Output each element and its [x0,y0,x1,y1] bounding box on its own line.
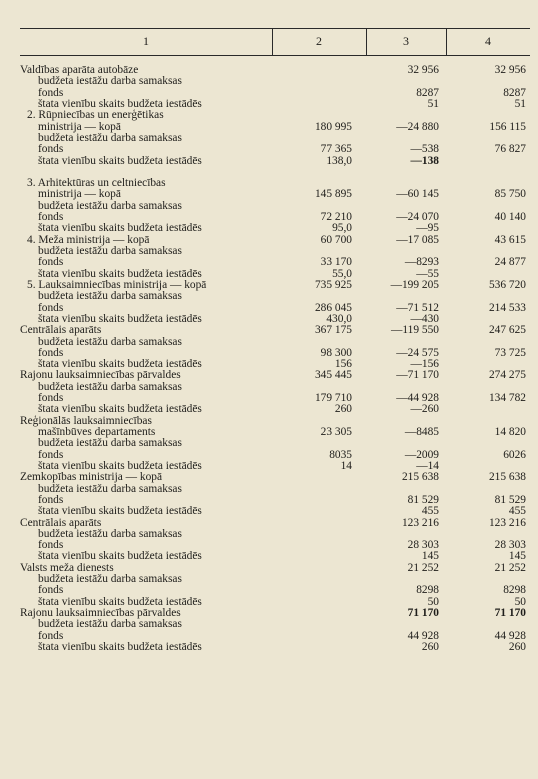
col-4-value: 43 615 [494,233,526,246]
table-row [0,619,538,630]
col-2-value: 345 445 [314,369,352,382]
row-label: budžeta iestāžu darba samaksas [38,482,182,495]
col-3-value: 8287 [416,86,439,99]
col-3-value: —55 [416,267,439,280]
col-3-value: —95 [416,222,439,235]
row-label: štata vienību skaits budžeta iestādēs [38,222,202,235]
table-row [0,337,538,348]
col-3-value: —14 [416,459,439,472]
row-label: štata vienību skaits budžeta iestādēs [38,595,202,608]
col-4-value: 24 877 [494,256,526,269]
col-3-value: —2009 [404,448,439,461]
row-label: fonds [38,86,64,99]
col-4-value: 85 750 [494,188,526,201]
col-3-value: 260 [421,640,439,653]
row-label: štata vienību skaits budžeta iestādēs [38,312,202,325]
table-row [0,472,538,483]
table-body [0,65,538,653]
table-row [0,223,538,234]
col-3-value: —538 [410,143,439,156]
col-3-value: —24 070 [396,211,439,224]
table-row [0,144,538,155]
col-2-value: 14 [340,459,352,472]
row-label: budžeta iestāžu darba samaksas [38,290,182,303]
row-label: 2. Rūpniecības un enerģētikas [27,109,164,122]
col-4-value: 8287 [503,86,526,99]
row-label: budžeta iestāžu darba samaksas [38,437,182,450]
col-2-value: 286 045 [314,301,352,314]
col-4-value: 123 216 [488,516,526,529]
row-label: budžeta iestāžu darba samaksas [38,335,182,348]
col-4-value: 40 140 [494,211,526,224]
col-4-value: 274 275 [488,369,526,382]
header-col-2: 2 [316,34,322,48]
col-3-value: 145 [421,550,439,563]
col-3-value: 81 529 [407,493,439,506]
col-4-value: 73 725 [494,346,526,359]
col-3-value: —156 [410,358,439,371]
table-row [0,110,538,121]
col-3-value: —138 [410,154,439,167]
row-label: štata vienību skaits budžeta iestādēs [38,154,202,167]
col-4-value: 247 625 [488,324,526,337]
header-divider [446,28,447,55]
table-row [0,585,538,596]
col-3-value: —71 170 [396,369,439,382]
table-row [0,257,538,268]
row-label: fonds [38,448,64,461]
col-4-value: 44 928 [494,629,526,642]
col-2-value: 8035 [329,448,352,461]
col-2-value: 72 210 [320,211,352,224]
col-4-value: 76 827 [494,143,526,156]
col-4-value: 71 170 [494,607,526,619]
col-3-value: —260 [410,403,439,416]
col-3-value: 28 303 [407,539,439,552]
col-2-value: 23 305 [320,426,352,438]
col-3-value: —71 512 [396,301,439,314]
row-label: Valsts meža dienests [20,561,114,574]
col-2-value: 55,0 [332,267,352,280]
row-label: ministrija — kopā [38,188,121,201]
col-2-value: 95,0 [332,222,352,235]
row-label: budžeta iestāžu darba samaksas [38,245,182,257]
row-label: štata vienību skaits budžeta iestādēs [38,403,202,416]
row-label: budžeta iestāžu darba samaksas [38,527,182,540]
table-row [0,642,538,653]
row-label: štata vienību skaits budžeta iestādēs [38,358,202,371]
header-col-1: 1 [143,34,149,48]
table-row [0,404,538,415]
col-2-value: 145 895 [314,188,352,201]
row-label: fonds [38,211,64,224]
header-divider [272,28,273,55]
col-3-value: —44 928 [396,392,439,405]
row-label: Zemkopības ministrija — kopā [20,471,163,484]
row-label: fonds [38,629,64,642]
col-2-value: 367 175 [314,324,352,337]
col-2-value: 735 925 [314,278,352,291]
col-2-value: 33 170 [320,256,352,269]
col-3-value: —8485 [404,426,439,438]
row-label: fonds [38,346,64,359]
col-3-value: 71 170 [407,607,439,619]
col-3-value: 50 [427,595,439,608]
col-3-value: —24 575 [396,346,439,359]
header-col-3: 3 [403,34,409,48]
row-label: fonds [38,256,64,269]
col-2-value: 138,0 [326,154,352,167]
table-row [0,574,538,585]
table-row [0,291,538,302]
col-3-value: 215 638 [401,471,439,484]
row-label: mašīnbūves departaments [38,426,156,438]
col-2-value: 60 700 [320,233,352,246]
col-3-value: —8293 [404,256,439,269]
col-2-value: 180 995 [314,120,352,133]
col-3-value: —60 145 [396,188,439,201]
row-label: štata vienību skaits budžeta iestādēs [38,267,202,280]
table-row [0,133,538,144]
row-label: fonds [38,301,64,314]
row-label: Valdības aparāta autobāze [20,64,139,76]
row-label: štata vienību skaits budžeta iestādēs [38,640,202,653]
table-row [0,438,538,449]
header-col-4: 4 [485,34,491,48]
col-3-value: —430 [410,312,439,325]
row-label: Centrālais aparāts [20,324,102,337]
col-3-value: —17 085 [396,233,439,246]
col-3-value: 51 [427,97,439,110]
row-label: Rajonu lauksaimniecības pārvaldes [20,607,181,619]
row-label: Centrālais aparāts [20,516,102,529]
row-label: 4. Meža ministrija — kopā [27,233,150,246]
col-4-value: 156 115 [489,120,526,133]
col-3-value: 455 [421,505,439,518]
col-4-value: 215 638 [488,471,526,484]
col-4-value: 28 303 [494,539,526,552]
row-label: fonds [38,392,64,405]
row-label: štata vienību skaits budžeta iestādēs [38,550,202,563]
col-2-value: 156 [334,358,352,371]
row-label: 3. Arhitektūras un celtniecības [27,177,166,190]
col-3-value: —199 205 [390,278,439,291]
col-2-value: 430,0 [326,312,352,325]
row-label: budžeta iestāžu darba samaksas [38,131,182,144]
col-3-value: 44 928 [407,629,439,642]
col-4-value: 145 [508,550,526,563]
row-label: budžeta iestāžu darba samaksas [38,75,182,88]
table-row [0,382,538,393]
col-4-value: 32 956 [494,64,526,76]
header-divider [366,28,367,55]
table-row [0,325,538,336]
row-label: budžeta iestāžu darba samaksas [38,199,182,212]
col-3-value: —119 550 [391,324,439,337]
col-3-value: 21 252 [407,561,439,574]
table-header [20,28,530,56]
row-label: budžeta iestāžu darba samaksas [38,618,182,631]
col-2-value: 260 [334,403,352,416]
col-2-value: 77 365 [320,143,352,156]
col-3-value: 123 216 [401,516,439,529]
col-4-value: 214 533 [488,301,526,314]
row-label: fonds [38,539,64,552]
row-label: štata vienību skaits budžeta iestādēs [38,459,202,472]
row-label: Reģionālās lauksaimniecības [20,414,152,427]
table-row [0,76,538,87]
col-3-value: 32 956 [407,64,439,76]
col-4-value: 51 [514,97,526,110]
col-2-value: 98 300 [320,346,352,359]
col-4-value: 14 820 [494,426,526,438]
row-label: Rajonu lauksaimniecības pārvaldes [20,369,181,382]
table-row [0,201,538,212]
col-4-value: 50 [514,595,526,608]
table-row [0,156,538,167]
table-row [0,529,538,540]
col-3-value: —24 880 [396,120,439,133]
row-label: fonds [38,143,64,156]
row-label: fonds [38,493,64,506]
row-label: 5. Lauksaimniecības ministrija — kopā [27,278,207,291]
col-4-value: 134 782 [488,392,526,405]
row-label: ministrija — kopā [38,120,121,133]
col-4-value: 455 [508,505,526,518]
table-row [0,484,538,495]
col-4-value: 21 252 [494,561,526,574]
col-4-value: 260 [508,640,526,653]
table-row [0,506,538,517]
col-4-value: 6026 [503,448,526,461]
row-label: budžeta iestāžu darba samaksas [38,573,182,586]
col-4-value: 81 529 [494,493,526,506]
row-label: fonds [38,584,64,597]
col-4-value: 8298 [503,584,526,597]
row-label: štata vienību skaits budžeta iestādēs [38,505,202,518]
col-2-value: 179 710 [314,392,352,405]
table-row [0,246,538,257]
row-label: budžeta iestāžu darba samaksas [38,380,182,393]
col-3-value: 8298 [416,584,439,597]
col-4-value: 536 720 [488,278,526,291]
row-label: štata vienību skaits budžeta iestādēs [38,97,202,110]
